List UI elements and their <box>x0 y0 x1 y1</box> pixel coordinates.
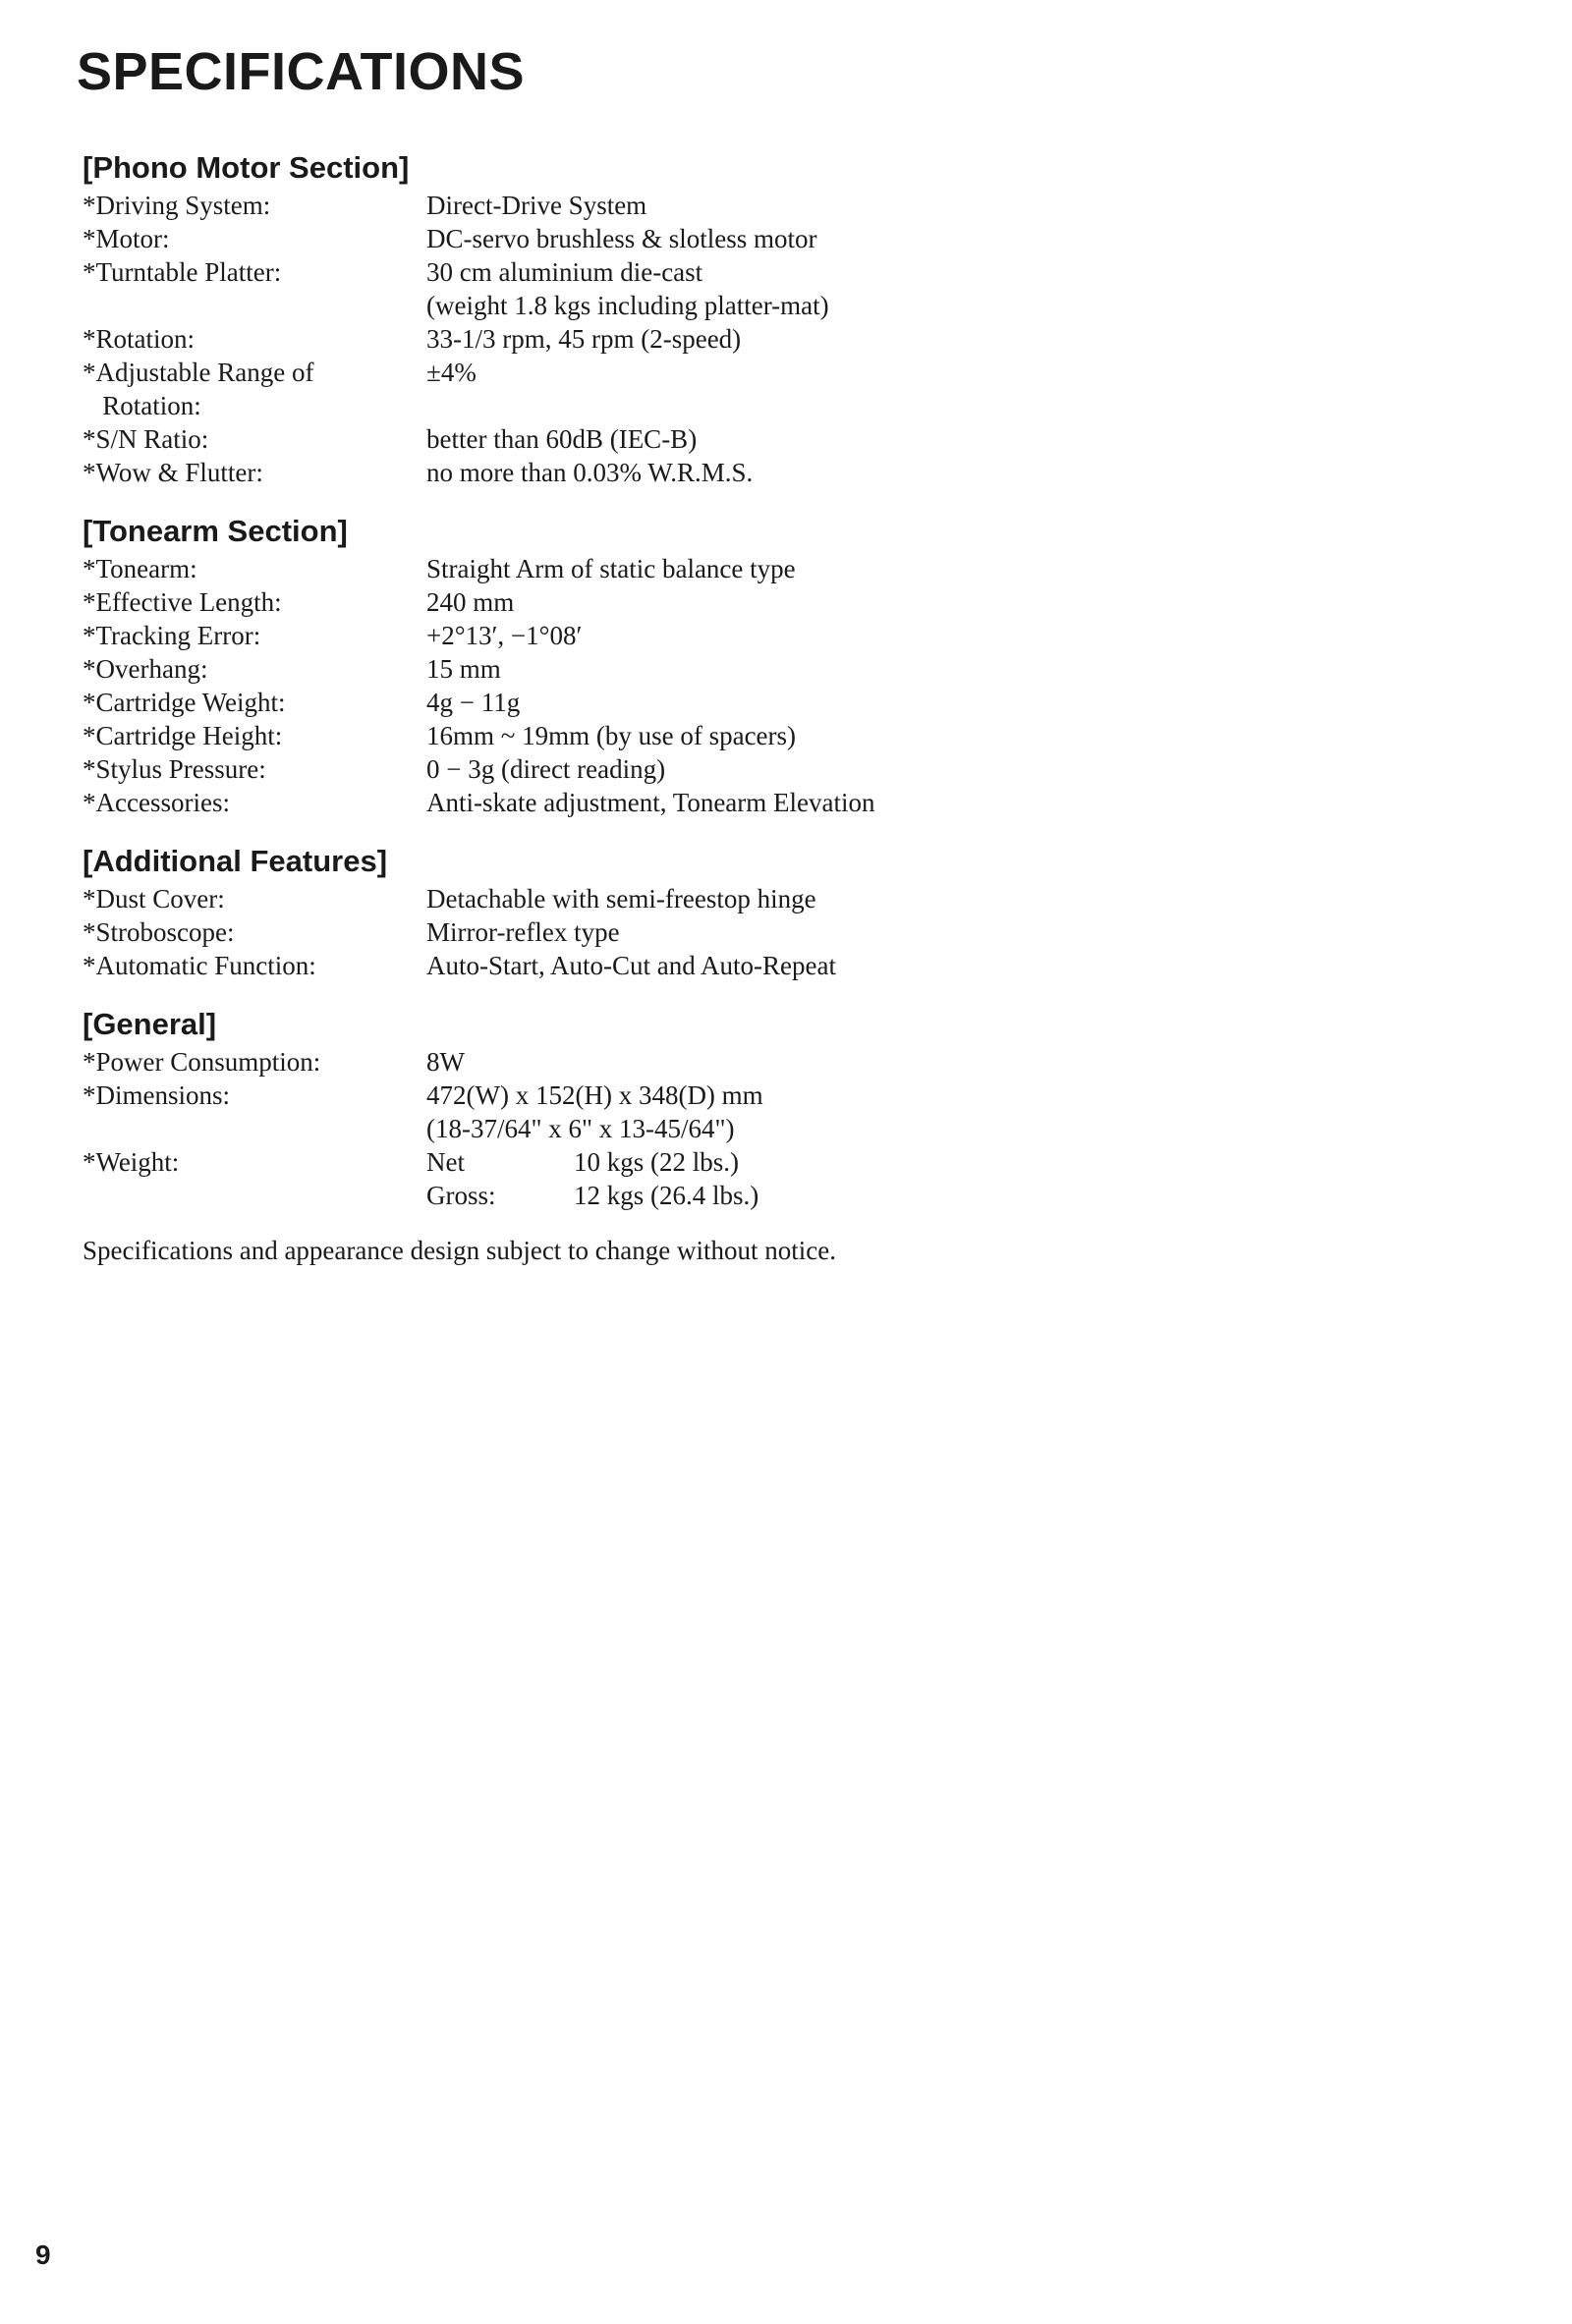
weight-gross-value: 12 kgs (26.4 lbs.) <box>574 1181 759 1210</box>
spec-values <box>426 719 1360 752</box>
spec-row-wow-flutter <box>83 456 1360 489</box>
spec-row-tonearm <box>83 552 1360 585</box>
spec-row-dimensions <box>83 1079 1360 1145</box>
spec-label: *Rotation: <box>83 324 195 354</box>
spec-value: Anti-skate adjustment, Tonearm Elevation <box>426 788 875 817</box>
spec-values <box>426 652 1360 686</box>
weight-gross-label: Gross: <box>426 1181 496 1210</box>
spec-value: Auto-Start, Auto-Cut and Auto-Repeat <box>426 951 836 980</box>
spec-value: 33-1/3 rpm, 45 rpm (2-speed) <box>426 324 742 354</box>
spec-row-overhang <box>83 652 1360 686</box>
spec-label: *Weight: <box>83 1147 180 1177</box>
spec-row-cartridge-height <box>83 719 1360 752</box>
section-heading: [Phono Motor Section] <box>83 150 410 185</box>
spec-row-motor <box>83 222 1360 255</box>
spec-values <box>426 1045 1360 1079</box>
spec-values <box>426 686 1360 719</box>
spec-value: 8W <box>426 1047 465 1077</box>
spec-values <box>426 882 1360 915</box>
footer-note: Specifications and appearance design subject to change without notice. <box>83 1236 836 1265</box>
spec-values <box>426 1079 1360 1145</box>
spec-value: better than 60dB (IEC-B) <box>426 424 698 454</box>
spec-value: Direct-Drive System <box>426 191 647 220</box>
spec-label: *Stroboscope: <box>83 917 235 947</box>
spec-value: 4g − 11g <box>426 688 521 717</box>
section-heading: [Tonearm Section] <box>83 514 348 548</box>
spec-label: *Tracking Error: <box>83 621 261 650</box>
spec-row-cartridge-weight <box>83 686 1360 719</box>
spec-value: DC-servo brushless & slotless motor <box>426 224 817 253</box>
section-phono-motor <box>83 147 1360 489</box>
spec-values <box>426 786 1360 819</box>
section-tonearm <box>83 511 1360 819</box>
spec-values <box>426 222 1360 255</box>
spec-value: no more than 0.03% W.R.M.S. <box>426 458 754 487</box>
spec-label: *Adjustable Range of Rotation: <box>83 358 314 420</box>
spec-values <box>426 949 1360 982</box>
spec-label: *Accessories: <box>83 788 230 817</box>
spec-label: *Wow & Flutter: <box>83 458 263 487</box>
section-heading: [Additional Features] <box>83 844 388 878</box>
spec-row-driving-system <box>83 189 1360 222</box>
spec-label: *Power Consumption: <box>83 1047 321 1077</box>
spec-value: 240 mm <box>426 587 515 617</box>
spec-values <box>426 752 1360 786</box>
spec-row-accessories <box>83 786 1360 819</box>
specifications-body <box>83 147 1360 1267</box>
spec-row-adjustable-range <box>83 356 1360 422</box>
spec-label: *S/N Ratio: <box>83 424 209 454</box>
spec-row-automatic-function <box>83 949 1360 982</box>
spec-label: *Tonearm: <box>83 554 197 583</box>
spec-row-stylus-pressure <box>83 752 1360 786</box>
page-title: SPECIFICATIONS <box>77 42 526 101</box>
spec-row-rotation <box>83 322 1360 356</box>
spec-row-effective-length <box>83 585 1360 619</box>
spec-values <box>426 356 1360 389</box>
spec-row-tracking-error <box>83 619 1360 652</box>
spec-label: *Turntable Platter: <box>83 257 282 287</box>
spec-row-dust-cover <box>83 882 1360 915</box>
spec-label: *Dimensions: <box>83 1080 231 1110</box>
spec-row-power-consumption <box>83 1045 1360 1079</box>
page-number: 9 <box>35 2240 51 2270</box>
spec-value: 0 − 3g (direct reading) <box>426 754 666 784</box>
spec-label: *Automatic Function: <box>83 951 316 980</box>
spec-value: (18-37/64" x 6" x 13-45/64") <box>426 1114 735 1143</box>
spec-value: 30 cm aluminium die-cast <box>426 257 703 287</box>
spec-label: *Dust Cover: <box>83 884 225 913</box>
spec-row-sn-ratio <box>83 422 1360 456</box>
spec-row-stroboscope <box>83 915 1360 949</box>
spec-values <box>426 915 1360 949</box>
spec-values <box>426 189 1360 222</box>
spec-row-turntable-platter <box>83 255 1360 322</box>
weight-values <box>426 1145 1360 1212</box>
spec-value: 16mm ~ 19mm (by use of spacers) <box>426 721 797 750</box>
spec-value: Straight Arm of static balance type <box>426 554 796 583</box>
spec-label: *Effective Length: <box>83 587 282 617</box>
spec-value: 15 mm <box>426 654 501 684</box>
section-heading: [General] <box>83 1007 217 1041</box>
spec-label: *Cartridge Weight: <box>83 688 286 717</box>
spec-row-weight <box>83 1145 1360 1212</box>
spec-value: ±4% <box>426 358 477 387</box>
weight-net-label: Net <box>426 1147 465 1177</box>
spec-values <box>426 552 1360 585</box>
spec-value: Mirror-reflex type <box>426 917 620 947</box>
spec-values <box>426 422 1360 456</box>
spec-values <box>426 255 1360 322</box>
spec-values <box>426 322 1360 356</box>
spec-label: *Cartridge Height: <box>83 721 283 750</box>
spec-value: 472(W) x 152(H) x 348(D) mm <box>426 1080 763 1110</box>
spec-value: +2°13′, −1°08′ <box>426 621 583 650</box>
spec-label: *Driving System: <box>83 191 271 220</box>
spec-values <box>426 619 1360 652</box>
spec-label: *Stylus Pressure: <box>83 754 266 784</box>
section-additional-features <box>83 841 1360 982</box>
section-general <box>83 1004 1360 1212</box>
weight-net-value: 10 kgs (22 lbs.) <box>574 1147 739 1177</box>
spec-values <box>426 456 1360 489</box>
spec-value: Detachable with semi-freestop hinge <box>426 884 816 913</box>
spec-label: *Motor: <box>83 224 170 253</box>
spec-values <box>426 585 1360 619</box>
spec-label: *Overhang: <box>83 654 208 684</box>
spec-value: (weight 1.8 kgs including platter-mat) <box>426 291 829 320</box>
